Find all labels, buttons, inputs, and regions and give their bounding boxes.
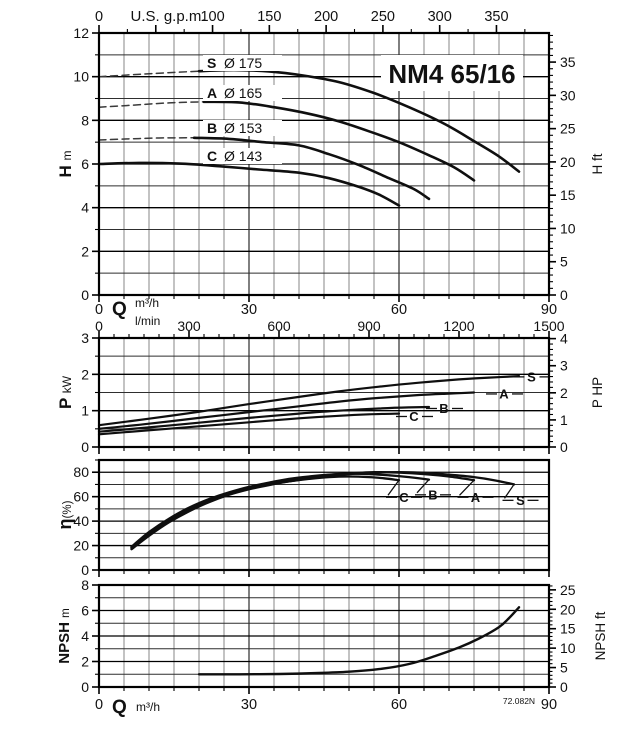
y-tick-label: 0 [81,439,89,455]
impeller-tag-letter-S: S [207,55,217,71]
y-tick-label: 8 [81,577,89,593]
q-axis-symbol: Q [112,299,127,320]
lmin-tick-label: 0 [95,318,103,334]
series-label-power-C: C [409,408,419,424]
y-tick-label: 40 [73,513,89,530]
curve-head-A-dashed [99,102,204,107]
y-tick-label: 0 [81,562,89,578]
q-axis-symbol-bottom: Q [112,697,127,718]
x-tick-label: 30 [240,302,258,318]
ft-tick-label: 20 [560,153,576,170]
y-tick-label: 80 [73,464,89,481]
x-tick-label: 60 [390,697,408,713]
y-axis-title-NPSH: NPSH m [56,608,73,664]
y-tick-label: 2 [81,653,89,670]
series-label-power-A: A [499,386,509,402]
y-tick-label: 3 [81,330,89,346]
gpm-tick-label: 150 [257,9,282,25]
gpm-tick-label: 250 [370,9,396,25]
ft-tick-label: 5 [560,253,568,270]
y-tick-label: 10 [73,68,89,85]
hp-tick-label: 1 [560,411,568,428]
ft-tick-label: 30 [560,87,576,104]
curve-head-B-dashed [99,138,194,140]
drawing-number: 72.082N [502,696,536,706]
y-tick-label: 4 [81,628,89,644]
impeller-tag-dia-S: Ø 175 [224,55,263,71]
y-tick-label: 0 [81,679,89,695]
y-axis-title-eta: η(%) [55,500,75,530]
npshft-tick-label: 0 [560,679,568,695]
lmin-tick-label: 900 [357,318,381,334]
q-axis-unit-lmin: l/min [135,314,161,328]
y-tick-label: 6 [81,156,89,172]
y-axis-title-P: P kW [56,375,75,410]
curve-head-B [194,138,429,199]
gpm-tick-label: 350 [484,9,509,25]
y-axis-title-NPSHft: NPSH ft [593,611,608,661]
npshft-tick-label: 25 [560,581,576,598]
lmin-tick-label: 300 [177,318,201,334]
series-label-eff-B: B [428,487,438,503]
hp-tick-label: 4 [560,330,568,347]
y-axis-title-H: H m [56,150,75,178]
y-axis-title-Hft: H ft [590,153,605,175]
y-tick-label: 2 [81,366,89,383]
impeller-tag-dia-B: Ø 153 [224,120,263,136]
y-tick-label: 60 [73,488,89,505]
y-tick-label: 1 [81,402,89,419]
x-tick-label: 90 [540,302,558,318]
gpm-tick-label: 0 [94,9,104,25]
ft-tick-label: 0 [560,287,568,303]
ft-tick-label: 10 [560,220,576,237]
series-label-eff-C: C [399,489,409,505]
ft-tick-label: 35 [560,54,576,71]
lmin-tick-label: 1500 [533,318,565,334]
ft-tick-label: 15 [560,187,576,204]
y-tick-label: 20 [73,537,89,554]
gpm-tick-label: 100 [200,9,225,25]
y-tick-label: 6 [81,602,89,619]
gpm-axis-title: U.S. g.p.m. [130,8,206,25]
gpm-tick-label: 200 [314,9,339,25]
npshft-tick-label: 20 [560,601,576,618]
curve-eff-S [132,472,515,549]
npshft-tick-label: 10 [560,640,576,657]
hp-tick-label: 3 [560,357,568,374]
x-tick-label: 0 [94,697,104,713]
impeller-tag-dia-C: Ø 143 [224,148,263,164]
ft-tick-label: 25 [560,120,576,137]
impeller-tag-letter-A: A [207,85,218,101]
gpm-tick-label: 300 [427,9,452,25]
y-tick-label: 2 [81,243,89,260]
series-label-power-B: B [439,400,449,416]
x-tick-label: 60 [390,302,408,318]
x-tick-label: 30 [240,697,258,713]
x-tick-label: 90 [540,697,558,713]
curve-npsh [199,607,519,674]
chart-title: NM4 65/16 [388,59,516,89]
series-label-eff-S: S [516,492,525,508]
hp-tick-label: 2 [560,384,568,401]
series-leader-line [417,480,429,493]
y-axis-title-PHP: P HP [590,376,605,409]
curve-eff-C [132,477,400,548]
q-axis-unit-bottom: m³/h [136,700,160,714]
x-tick-label: 0 [94,302,104,318]
y-tick-label: 12 [73,25,89,41]
lmin-tick-label: 1200 [443,318,475,334]
npshft-tick-label: 5 [560,659,568,676]
y-tick-label: 0 [81,287,89,303]
lmin-tick-label: 600 [267,318,291,334]
series-label-power-S: S [527,369,536,385]
npshft-tick-label: 15 [560,620,576,637]
q-axis-unit-m3h: m³/h [135,296,159,310]
impeller-tag-letter-B: B [207,120,218,136]
series-leader-line [388,480,399,495]
impeller-tag-dia-A: Ø 165 [224,85,263,101]
hp-tick-label: 0 [560,439,568,455]
y-tick-label: 8 [81,112,89,129]
impeller-tag-letter-C: C [207,148,218,164]
series-label-eff-A: A [470,489,481,505]
y-tick-label: 4 [81,199,89,216]
